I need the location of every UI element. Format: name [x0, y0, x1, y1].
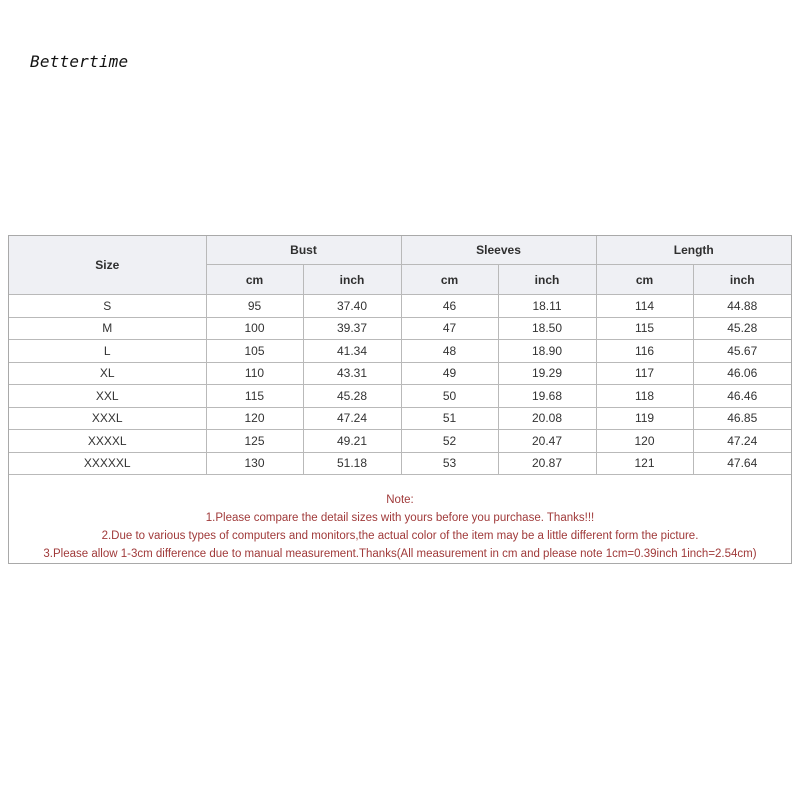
table-cell: 130: [206, 452, 303, 475]
table-cell: 19.29: [498, 362, 596, 385]
table-cell: 20.87: [498, 452, 596, 475]
table-cell: 18.50: [498, 317, 596, 340]
unit-header: inch: [498, 265, 596, 295]
table-cell: 52: [401, 430, 498, 453]
table-cell: 45.28: [303, 385, 401, 408]
note-line: 2.Due to various types of computers and monitors,the actual color of the item may be a little different form the picture.: [101, 530, 699, 542]
unit-header: cm: [206, 265, 303, 295]
table-cell: 45.67: [693, 340, 791, 363]
size-cell: S: [9, 295, 206, 318]
size-cell: XXXL: [9, 407, 206, 430]
table-row: [9, 407, 791, 430]
note-title: Note:: [386, 494, 414, 506]
table-cell: 46.46: [693, 385, 791, 408]
table-cell: 47.64: [693, 452, 791, 475]
group-header-bust: Bust: [206, 236, 401, 265]
table-cell: 120: [206, 407, 303, 430]
table-cell: 118: [596, 385, 693, 408]
table-cell: 121: [596, 452, 693, 475]
table-cell: 49: [401, 362, 498, 385]
table-cell: 120: [596, 430, 693, 453]
size-cell: XXL: [9, 385, 206, 408]
unit-header: cm: [596, 265, 693, 295]
notes: [9, 475, 791, 563]
table-cell: 51.18: [303, 452, 401, 475]
size-cell: XXXXL: [9, 430, 206, 453]
table-cell: 47.24: [303, 407, 401, 430]
size-cell: XXXXXL: [9, 452, 206, 475]
table-cell: 48: [401, 340, 498, 363]
group-header-length: Length: [596, 236, 791, 265]
table-cell: 39.37: [303, 317, 401, 340]
table-cell: 105: [206, 340, 303, 363]
table-row: [9, 295, 791, 318]
table-cell: 100: [206, 317, 303, 340]
table-cell: 117: [596, 362, 693, 385]
table-cell: 20.08: [498, 407, 596, 430]
table-cell: 49.21: [303, 430, 401, 453]
table-cell: 43.31: [303, 362, 401, 385]
table-row: [9, 362, 791, 385]
table-cell: 125: [206, 430, 303, 453]
unit-header: inch: [303, 265, 401, 295]
table-cell: 18.90: [498, 340, 596, 363]
table-cell: 50: [401, 385, 498, 408]
note-line: 3.Please allow 1-3cm difference due to manual measurement.Thanks(All measurement in cm and please note 1cm=0.39inch 1inch=2.54cm): [43, 548, 757, 560]
table-row: [9, 385, 791, 408]
table-row: [9, 430, 791, 453]
table-cell: 37.40: [303, 295, 401, 318]
table-cell: 119: [596, 407, 693, 430]
table-cell: 47: [401, 317, 498, 340]
size-table: [9, 236, 791, 475]
table-row: [9, 340, 791, 363]
note-line: 1.Please compare the detail sizes with yours before you purchase. Thanks!!!: [205, 512, 595, 524]
table-cell: 46.85: [693, 407, 791, 430]
unit-header: cm: [401, 265, 498, 295]
table-cell: 45.28: [693, 317, 791, 340]
brand-name: Bettertime: [30, 52, 129, 71]
size-cell: XL: [9, 362, 206, 385]
size-cell: L: [9, 340, 206, 363]
table-cell: 115: [206, 385, 303, 408]
unit-header: inch: [693, 265, 791, 295]
table-cell: 19.68: [498, 385, 596, 408]
table-row: [9, 452, 791, 475]
table-cell: 18.11: [498, 295, 596, 318]
table-cell: 46.06: [693, 362, 791, 385]
table-cell: 114: [596, 295, 693, 318]
size-header: Size: [9, 236, 206, 295]
table-cell: 20.47: [498, 430, 596, 453]
table-cell: 46: [401, 295, 498, 318]
table-cell: 41.34: [303, 340, 401, 363]
table-cell: 53: [401, 452, 498, 475]
table-cell: 44.88: [693, 295, 791, 318]
group-header-row: [9, 236, 791, 265]
size-chart: [8, 235, 792, 564]
table-cell: 115: [596, 317, 693, 340]
size-cell: M: [9, 317, 206, 340]
table-row: [9, 317, 791, 340]
table-cell: 110: [206, 362, 303, 385]
table-cell: 51: [401, 407, 498, 430]
group-header-sleeves: Sleeves: [401, 236, 596, 265]
table-cell: 95: [206, 295, 303, 318]
table-cell: 47.24: [693, 430, 791, 453]
table-cell: 116: [596, 340, 693, 363]
